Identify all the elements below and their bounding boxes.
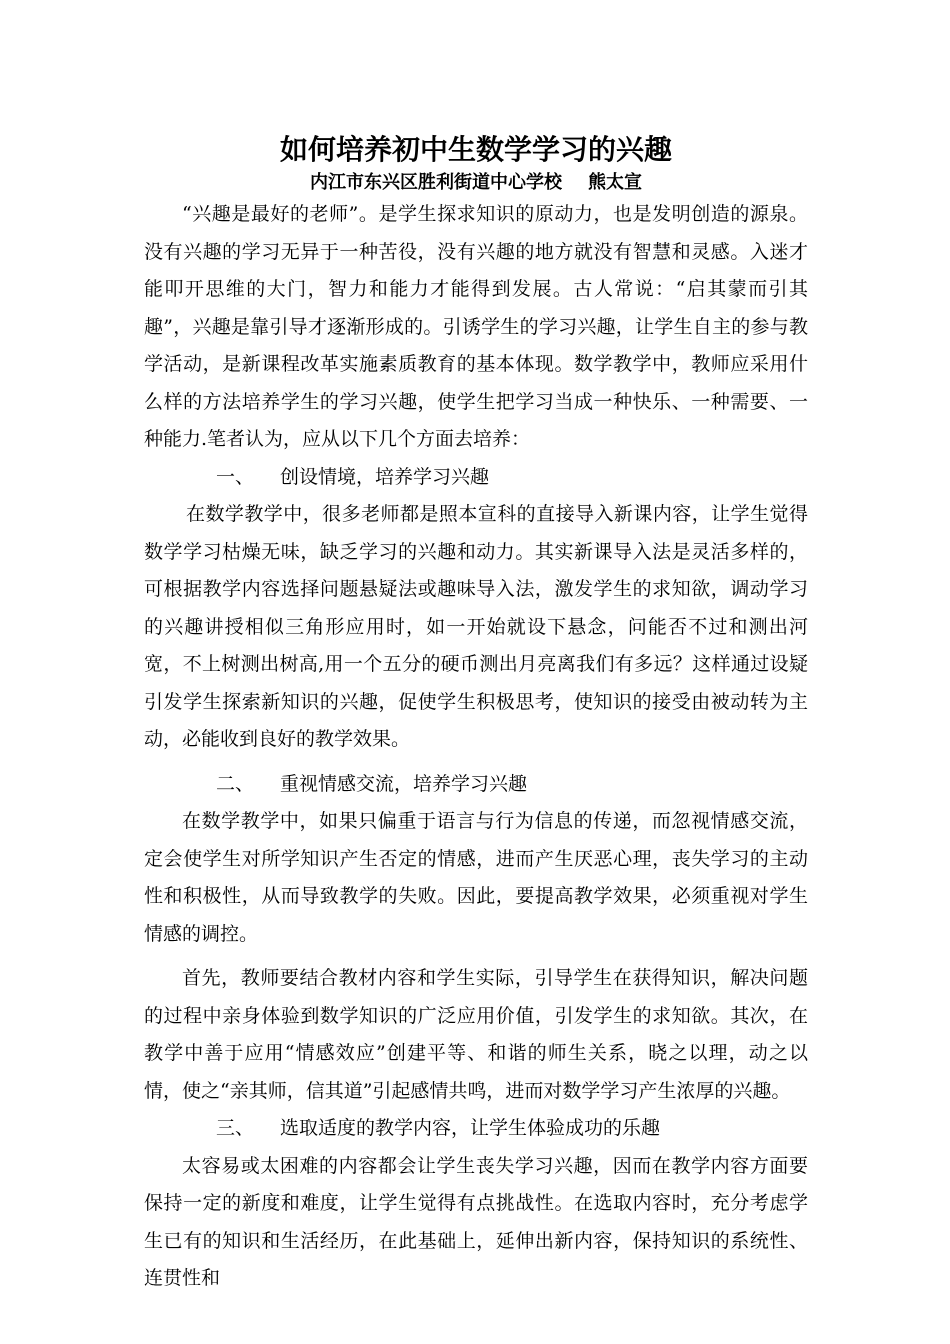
section-heading-1: [144, 459, 808, 497]
section-number: 三、: [216, 1117, 255, 1139]
author-line: [144, 170, 808, 196]
author-name: 熊太宣: [588, 172, 642, 193]
section-heading-3: [144, 1110, 808, 1148]
author-school: 内江市东兴区胜利街道中心学校: [310, 172, 562, 193]
document-page: [144, 130, 808, 1298]
section-title: 选取适度的教学内容，让学生体验成功的乐趣: [280, 1117, 661, 1139]
body-paragraph: 在数学教学中，很多老师都是照本宣科的直接导入新课内容，让学生觉得数学学习枯燥无味，缺乏学习的兴趣和动力。其实新课导入法是灵活多样的，可根据教学内容选择问题悬疑法或趣味导入法，激发学生的求知欲，调动学习的兴趣讲授相似三角形应用时，如一开始就设下悬念，问能否不过和测出河宽，不上树测出树高,用一个五分的硬币测出月亮离我们有多远？这样通过设疑引发学生探索新知识的兴趣，促使学生积极思考，使知识的接受由被动转为主动，必能收到良好的教学效果。: [144, 503, 808, 750]
body-paragraph: 太容易或太困难的内容都会让学生丧失学习兴趣，因而在教学内容方面要保持一定的新度和难度，让学生觉得有点挑战性。在选取内容时，充分考虑学生已有的知识和生活经历，在此基础上，延伸出新内容，保持知识的系统性、连贯性和: [144, 1154, 808, 1289]
intro-paragraph: “兴趣是最好的老师”。是学生探求知识的原动力，也是发明创造的源泉。没有兴趣的学习无异于一种苦役，没有兴趣的地方就没有智慧和灵感。入迷才能叩开思维的大门，智力和能力才能得到发展。古人常说：“启其蒙而引其趣”，兴趣是靠引导才逐渐形成的。引诱学生的学习兴趣，让学生自主的参与教学活动，是新课程改革实施素质教育的基本体现。数学教学中，教师应采用什么样的方法培养学生的学习兴趣，使学生把学习当成一种快乐、一种需要、一种能力.笔者认为，应从以下几个方面去培养：: [144, 203, 808, 450]
section-heading-2: [144, 766, 808, 804]
body-paragraph: 在数学教学中，如果只偏重于语言与行为信息的传递，而忽视情感交流，定会使学生对所学知识产生否定的情感，进而产生厌恶心理，丧失学习的主动性和积极性，从而导致教学的失败。因此，要提高教学效果，必须重视对学生情感的调控。: [144, 810, 808, 945]
section-title: 重视情感交流，培养学习兴趣: [280, 772, 528, 795]
document-title: 如何培养初中生数学学习的兴趣: [279, 133, 672, 166]
section-title: 创设情境，培养学习兴趣: [280, 465, 490, 488]
section-number: 一、: [216, 465, 255, 488]
section-number: 二、: [216, 772, 255, 795]
body-paragraph: 首先，教师要结合教材内容和学生实际，引导学生在获得知识，解决问题的过程中亲身体验到数学知识的广泛应用价值，引发学生的求知欲。其次，在教学中善于应用“情感效应”创建平等、和谐的师生关系，晓之以理，动之以情，使之“亲其师，信其道”引起感情共鸣，进而对数学学习产生浓厚的兴趣。: [144, 967, 808, 1102]
